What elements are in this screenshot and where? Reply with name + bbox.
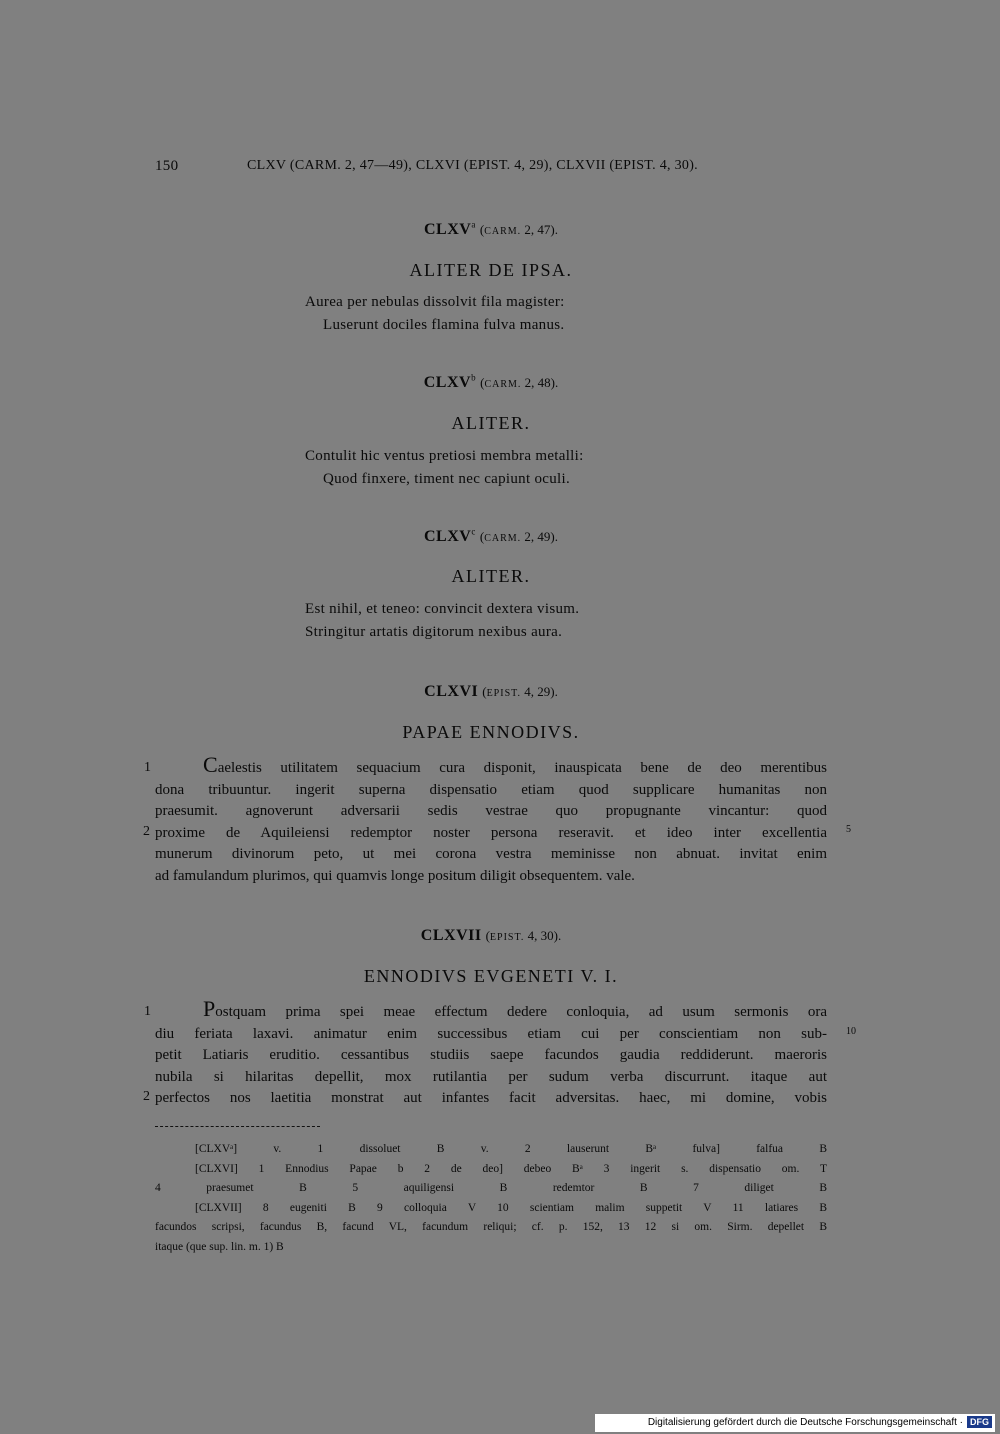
section-reference: (CARM. 2, 48).	[480, 375, 559, 391]
section-reference: (EPIST. 4, 29).	[482, 684, 558, 699]
line-number-margin: 5	[846, 824, 851, 835]
apparatus-line: 4 praesumet B 5 aquiligensi B redemtor B 7 diliget B	[155, 1182, 827, 1194]
section-number: CLXVII	[420, 927, 482, 944]
critical-apparatus	[155, 1140, 827, 1257]
apparatus-line: itaque (que sup. lin. m. 1) B	[155, 1240, 284, 1253]
poem-165c	[305, 598, 725, 644]
prose-line: munerum divinorum peto, ut mei corona vestra meminisse non abnuat. invitat enim	[155, 846, 827, 863]
apparatus-line: facundos scripsi, facundus B, facund VL, facundum reliqui; cf. p. 152, 13 12 si om. Sirm. depellet B	[155, 1221, 827, 1233]
section-heading-165c	[155, 527, 827, 546]
prose-line: dona tribuuntur. ingerit superna dispensatio etiam quod supplicare humanitas non	[155, 781, 827, 798]
section-reference: (CARM. 2, 47).	[479, 222, 558, 238]
poem-165a	[305, 291, 725, 337]
prose-line: perfectos nos laetitia monstrat aut infantes facit adversitas. haec, mi domine, vobis	[155, 1090, 827, 1107]
section-title-165a: ALITER DE IPSA.	[409, 260, 573, 280]
digitization-footer	[595, 1414, 995, 1432]
section-number: CLXV$^c$	[424, 527, 476, 546]
running-head	[155, 158, 827, 184]
prose-line: proxime de Aquileiensi redemptor noster persona reseravit. et ideo inter excellentia	[155, 824, 827, 841]
letter-body-167	[155, 998, 827, 1110]
section-heading-166	[155, 683, 827, 701]
prose-line: petit Latiaris eruditio. cessantibus studiis saepe facundos gaudia reddiderunt. maeroris	[155, 1047, 827, 1064]
section-heading-165a	[155, 220, 827, 239]
apparatus-line: [CLXVII] 8 eugeniti B 9 colloquia V 10 scientiam malim suppetit V 11 latiares B	[195, 1201, 827, 1214]
verse-line: Aurea per nebulas dissolvit fila magister:	[305, 294, 565, 310]
section-title-167: ENNODIVS EVGENETI V. I.	[363, 966, 619, 986]
paragraph-number: 1	[144, 1004, 151, 1019]
verse-line: Stringitur artatis digitorum nexibus aura.	[305, 624, 563, 640]
section-heading-167	[155, 927, 827, 945]
section-title-165b: ALITER.	[451, 413, 531, 433]
funding-notice: Digitalisierung gefördert durch die Deutsche Forschungsgemeinschaft ·	[647, 1417, 963, 1428]
paragraph-number: 2	[143, 1089, 150, 1104]
verse-line: Est nihil, et teneo: convincit dextera visum.	[305, 601, 580, 617]
section-reference: (EPIST. 4, 30).	[485, 928, 562, 943]
verse-line: Contulit hic ventus pretiosi membra metalli:	[305, 448, 584, 464]
section-heading-165b	[155, 373, 827, 392]
verse-line: Quod finxere, timent nec capiunt oculi.	[323, 471, 571, 487]
section-reference: (CARM. 2, 49).	[479, 529, 558, 545]
prose-line: diu feriata laxavi. animatur enim successibus etiam cui per conscientiam non sub-	[155, 1025, 827, 1042]
footnote-rule	[155, 1126, 320, 1127]
prose-line: Caelestis utilitatem sequacium cura disponit, inauspicata bene de deo merentibus	[203, 752, 827, 777]
poem-165b	[305, 445, 725, 491]
paragraph-number: 1	[144, 760, 151, 775]
running-title: CLXV (CARM. 2, 47—49), CLXVI (EPIST. 4, 29), CLXVII (EPIST. 4, 30).	[247, 158, 698, 173]
letter-body-166	[155, 754, 827, 888]
apparatus-line: [CLXVᵃ] v. 1 dissoluet B v. 2 lauserunt Bᵃ fulva] falfua B	[195, 1143, 827, 1155]
verse-line: Luserunt dociles flamina fulva manus.	[323, 317, 565, 333]
section-title-166: PAPAE ENNODIVS.	[402, 722, 580, 742]
line-number-margin: 10	[846, 1026, 856, 1037]
dfg-logo: DFG	[967, 1416, 992, 1428]
prose-line: nubila si hilaritas depellit, mox rutilantia per sudum verba discurrunt. itaque aut	[155, 1068, 827, 1085]
prose-line: Postquam prima spei meae effectum dedere conloquia, ad usum sermonis ora	[203, 996, 827, 1021]
section-title-165c: ALITER.	[451, 566, 531, 586]
section-number: CLXV$^b$	[423, 373, 477, 392]
page-number: 150	[155, 158, 179, 174]
section-number: CLXVI	[424, 683, 479, 700]
initial-letter: P	[203, 996, 216, 1021]
prose-line: praesumit. agnoverunt adversarii sedis vestrae quo propugnante vincantur: quod	[155, 803, 827, 820]
initial-letter: C	[203, 752, 218, 777]
apparatus-line: [CLXVI] 1 Ennodius Papae b 2 de deo] debeo Bᵃ 3 ingerit s. dispensatio om. T	[195, 1162, 827, 1175]
section-number: CLXV$^a$	[424, 220, 476, 239]
paragraph-number: 2	[143, 824, 150, 839]
prose-line: ad famulandum plurimos, qui quamvis longe positum diligit obsequentem. vale.	[155, 867, 635, 884]
